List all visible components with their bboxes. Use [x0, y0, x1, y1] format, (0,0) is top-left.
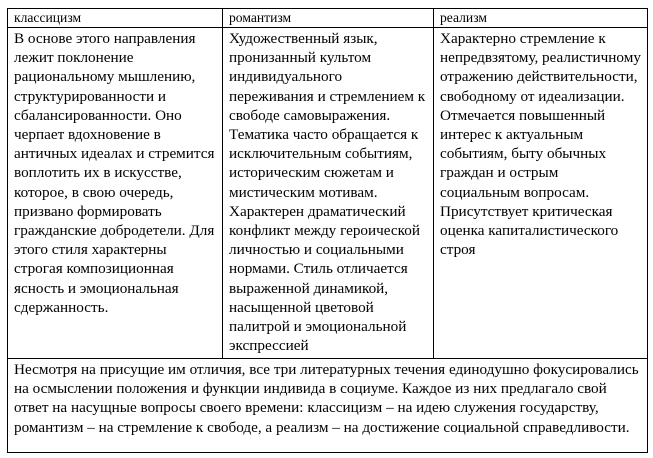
- cell-classicism-description: В основе этого направления лежит поклонение рациональному мышлению, структурированности и сбалансированности. Оно черпает вдохновение в античных идеалах и стремится воплотить их в искусстве, которое, в свою очередь, призвано формировать гражданские добродетели. Для этого стиля характерны строгая композиционная ясность и эмоциональная сдержанность.: [8, 28, 223, 359]
- header-row: [8, 9, 648, 28]
- cell-realism-description: Характерно стремление к непредвзятому, реалистичному отражению действительности, свободному от идеализации. Отмечается повышенный интерес к актуальным событиям, быту обычных граждан и острым социальным вопросам. Присутствует критическая оценка капиталистического строя: [434, 28, 648, 359]
- description-row: [8, 28, 648, 359]
- header-classicism: классицизм: [8, 9, 223, 28]
- summary-row: [8, 359, 648, 453]
- summary-cell: Несмотря на присущие им отличия, все три литературных течения единодушно фокусировались на осмыслении положения и функции индивида в социуме. Каждое из них предлагало свой ответ на насущные вопросы своего времени: классицизм – на идею служения государству, романтизм – на стремление к свободе, а реализм – на достижение социальной справедливости.: [8, 359, 648, 453]
- cell-romanticism-description: Художественный язык, пронизанный культом индивидуального переживания и стремлением к свободе самовыражения. Тематика часто обращается к исключительным событиям, историческим сюжетам и мистическим мотивам. Характерен драматический конфликт между героической личностью и социальными нормами. Стиль отличается выраженной динамикой, насыщенной цветовой палитрой и эмоциональной экспрессией: [223, 28, 434, 359]
- header-romanticism: романтизм: [223, 9, 434, 28]
- header-realism: реализм: [434, 9, 648, 28]
- comparison-table: [7, 8, 648, 453]
